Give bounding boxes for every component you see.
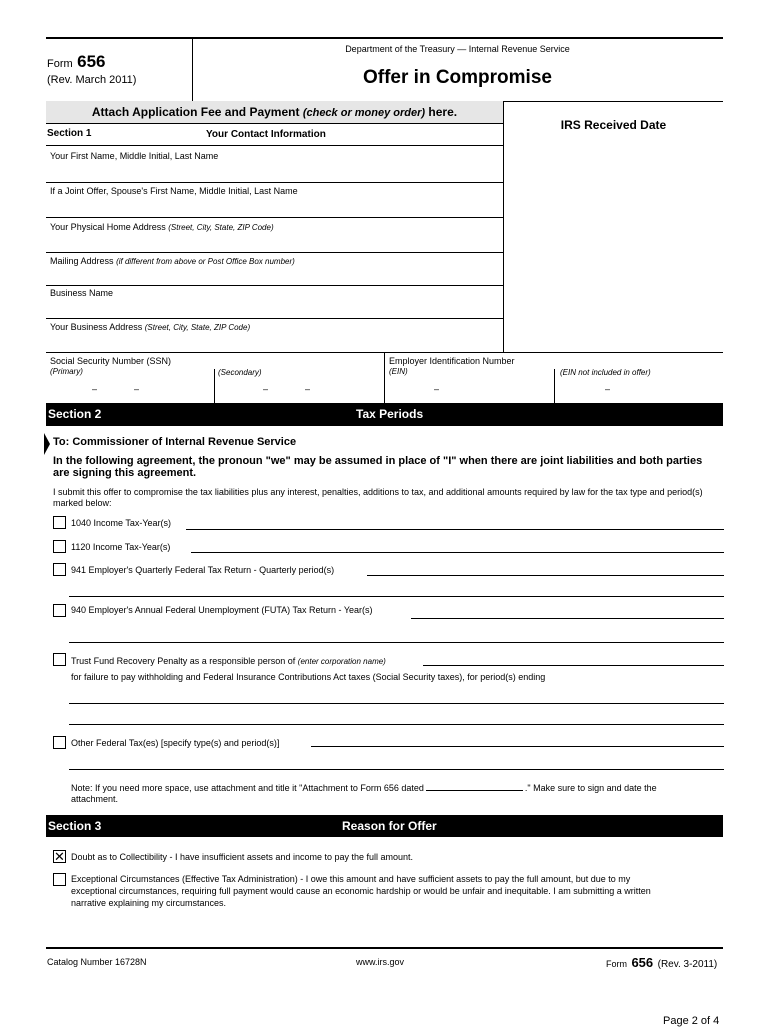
- field-spouse-label: If a Joint Offer, Spouse's First Name, Middle Initial, Last Name: [50, 186, 298, 196]
- field-home-address-label: Your Physical Home Address: [50, 222, 166, 232]
- row-rule: [46, 217, 503, 218]
- checkbox-941[interactable]: [53, 563, 66, 576]
- form-revision: (Rev. March 2011): [47, 74, 137, 86]
- ssn-secondary-dash: –: [263, 384, 269, 394]
- ssn-primary-dash: –: [92, 384, 98, 394]
- ein-secondary-dash: –: [605, 384, 611, 394]
- check-mark-icon: ✕: [54, 849, 65, 864]
- exceptional-text-2: exceptional circumstances, requiring full payment would cause an economic hardship or would be unfair and inequitable. I am submitting a written: [71, 886, 651, 896]
- irs-received-date: IRS Received Date: [560, 118, 667, 132]
- checkbox-940[interactable]: [53, 604, 66, 617]
- ein-sub: (EIN): [389, 367, 408, 376]
- footer-form-id: [606, 954, 717, 972]
- page-number: Page 2 of 4: [663, 1015, 720, 1027]
- tfrp-hint: (enter corporation name): [297, 657, 386, 666]
- ein-divider: [384, 353, 385, 403]
- field-spouse-name[interactable]: [50, 186, 298, 196]
- checkbox-doubt-collectibility[interactable]: [53, 850, 66, 863]
- catalog-number: Catalog Number 16728N: [47, 957, 147, 967]
- field-home-address[interactable]: [50, 222, 274, 232]
- arrow-icon: [44, 433, 50, 455]
- label-other: Other Federal Tax(es) [specify type(s) and period(s)]: [71, 738, 280, 748]
- field-name[interactable]: [50, 151, 218, 161]
- section1-title: Your Contact Information: [206, 129, 326, 140]
- attach-rule: [46, 123, 503, 124]
- footer-form-number: 656: [631, 955, 654, 970]
- section2-bar: [46, 403, 723, 426]
- page-title: Offer in Compromise: [363, 67, 552, 88]
- input-corporation-name[interactable]: [423, 665, 724, 666]
- ssn-secondary: (Secondary): [218, 368, 262, 377]
- section2-label: Section 2: [48, 407, 102, 421]
- field-home-address-hint: (Street, City, State, ZIP Code): [168, 223, 274, 232]
- label-1120: 1120 Income Tax-Year(s): [71, 542, 171, 552]
- checkbox-tfrp[interactable]: [53, 653, 66, 666]
- section3-bar: [46, 815, 723, 837]
- row-rule: [46, 318, 503, 319]
- field-name-label: Your First Name, Middle Initial, Last Name: [50, 151, 219, 161]
- input-941[interactable]: [367, 575, 724, 576]
- attach-payment-bar: [46, 101, 503, 123]
- label-940: 940 Employer's Annual Federal Unemployment (FUTA) Tax Return - Year(s): [71, 605, 373, 615]
- note-suffix: ." Make sure to sign and date the: [524, 783, 657, 793]
- input-other[interactable]: [311, 746, 724, 747]
- tfrp-text: Trust Fund Recovery Penalty as a responsible person of: [71, 656, 296, 666]
- attachment-date-input[interactable]: [426, 782, 523, 791]
- row-rule: [46, 285, 503, 286]
- section2-title: Tax Periods: [356, 407, 424, 421]
- attach-italic: (check or money order): [302, 107, 426, 119]
- field-business-address[interactable]: [50, 322, 250, 332]
- ssn-secondary-dash: –: [305, 384, 311, 394]
- field-business-name-label: Business Name: [50, 288, 114, 298]
- input-other-continued[interactable]: [69, 769, 724, 770]
- label-1040: 1040 Income Tax-Year(s): [71, 518, 172, 528]
- field-mailing-address[interactable]: [50, 256, 295, 266]
- pronoun-note: In the following agreement, the pronoun "we" may be assumed in place of "I" when there are joint liabilities and both parties are signing this agreement.: [53, 455, 703, 479]
- form-number: 656: [77, 52, 106, 71]
- section1-label: Section 1: [47, 128, 92, 139]
- note-prefix: Note: If you need more space, use attachment and title it "Attachment to Form 656 dated: [71, 783, 424, 793]
- footer-rule: [46, 947, 723, 949]
- ssn-primary-dash: –: [134, 384, 140, 394]
- checkbox-exceptional-circumstances[interactable]: [53, 873, 66, 886]
- received-divider: [503, 101, 504, 353]
- field-business-address-hint: (Street, City, State, ZIP Code): [144, 323, 251, 332]
- section3-title: Reason for Offer: [342, 819, 437, 833]
- input-tfrp-period[interactable]: [69, 703, 724, 704]
- checkbox-other[interactable]: [53, 736, 66, 749]
- input-941-continued[interactable]: [69, 596, 724, 597]
- note-line1: [71, 782, 657, 793]
- field-mailing-hint: (if different from above or Post Office Box number): [116, 257, 295, 266]
- top-rule: [46, 37, 723, 39]
- ein-dash: –: [434, 384, 440, 394]
- field-mailing-label: Mailing Address: [50, 256, 114, 266]
- attach-suffix: here.: [428, 105, 458, 119]
- ein-label: Employer Identification Number: [389, 356, 515, 366]
- tfrp-subtext: for failure to pay withholding and Federal Insurance Contributions Act taxes (Social Security taxes), for period(s) ending: [71, 672, 546, 682]
- attach-prefix: Attach Application Fee and Payment: [91, 105, 300, 119]
- input-tfrp-period-continued[interactable]: [69, 724, 724, 725]
- ssn-primary: (Primary): [50, 367, 83, 376]
- section1-rule: [46, 145, 503, 146]
- ein-secondary-divider: [554, 369, 555, 403]
- website: www.irs.gov: [356, 957, 405, 967]
- ssn-label: Social Security Number (SSN): [50, 356, 172, 366]
- checkbox-1120[interactable]: [53, 540, 66, 553]
- label-tfrp: [71, 656, 386, 666]
- form-id: [47, 52, 106, 72]
- exceptional-text-1: Exceptional Circumstances (Effective Tax Administration) - I owe this amount and have sufficient assets to pay the full amount, but due to my: [71, 874, 631, 884]
- input-940[interactable]: [411, 618, 724, 619]
- input-1120[interactable]: [191, 552, 724, 553]
- doubt-text: Doubt as to Collectibility - I have insufficient assets and income to pay the full amount.: [71, 852, 414, 862]
- note-line2: attachment.: [71, 794, 119, 804]
- field-business-name[interactable]: [50, 288, 113, 298]
- department: Department of the Treasury — Internal Revenue Service: [345, 44, 570, 54]
- input-1040[interactable]: [186, 529, 724, 530]
- form-word: Form: [47, 58, 73, 70]
- submit-text: I submit this offer to compromise the tax liabilities plus any interest, penalties, additions to tax, and additional amounts required by law for the tax type and period(s) marked below:: [53, 487, 703, 508]
- label-941: 941 Employer's Quarterly Federal Tax Return - Quarterly period(s): [71, 565, 335, 575]
- exceptional-text-3: narrative explaining my circumstances.: [71, 898, 227, 908]
- ssn-divider: [214, 369, 215, 403]
- input-940-continued[interactable]: [69, 642, 724, 643]
- footer-form-word: Form: [606, 959, 627, 969]
- footer-rev: (Rev. 3-2011): [657, 959, 718, 970]
- field-business-address-label: Your Business Address: [50, 322, 143, 332]
- checkbox-1040[interactable]: [53, 516, 66, 529]
- section3-label: Section 3: [48, 819, 102, 833]
- to-commissioner: To: Commissioner of Internal Revenue Service: [53, 436, 297, 448]
- row-rule: [46, 252, 503, 253]
- row-rule: [46, 182, 503, 183]
- ein-not-included: (EIN not included in offer): [560, 368, 651, 377]
